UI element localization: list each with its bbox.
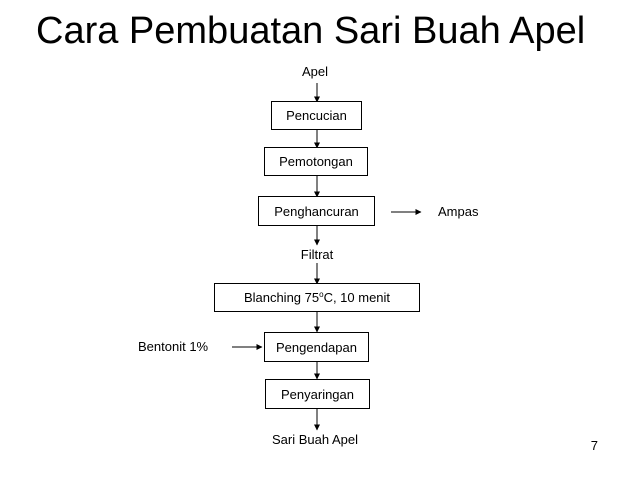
step-box-penghancuran [258, 196, 375, 226]
side-input-label: Bentonit 1% [138, 339, 209, 354]
blanching-suffix: C, 10 menit [323, 290, 391, 305]
step-label-penyaringan: Penyaringan [281, 386, 354, 402]
step-box-pemotongan [264, 147, 368, 176]
degree-mark: o [319, 290, 324, 299]
step-box-penyaringan [265, 379, 370, 409]
end-label: Sari Buah Apel [271, 432, 359, 447]
step-label-pencucian: Pencucian [286, 108, 347, 123]
step-box-pencucian [271, 101, 362, 130]
side-output-label: Ampas [438, 204, 479, 219]
step-label-pemotongan: Pemotongan [279, 154, 353, 169]
blanching-prefix: Blanching 75 [243, 290, 320, 305]
page-title: Cara Pembuatan Sari Buah Apel [36, 10, 586, 52]
step-box-pengendapan [264, 332, 369, 362]
step-label-blanching [244, 290, 390, 305]
intermediate-label: Filtrat [300, 247, 334, 262]
step-label-penghancuran: Penghancuran [274, 203, 359, 219]
step-box-blanching [214, 283, 420, 312]
page-number: 7 [590, 438, 598, 453]
start-label: Apel [301, 64, 329, 79]
step-label-pengendapan: Pengendapan [276, 339, 357, 355]
